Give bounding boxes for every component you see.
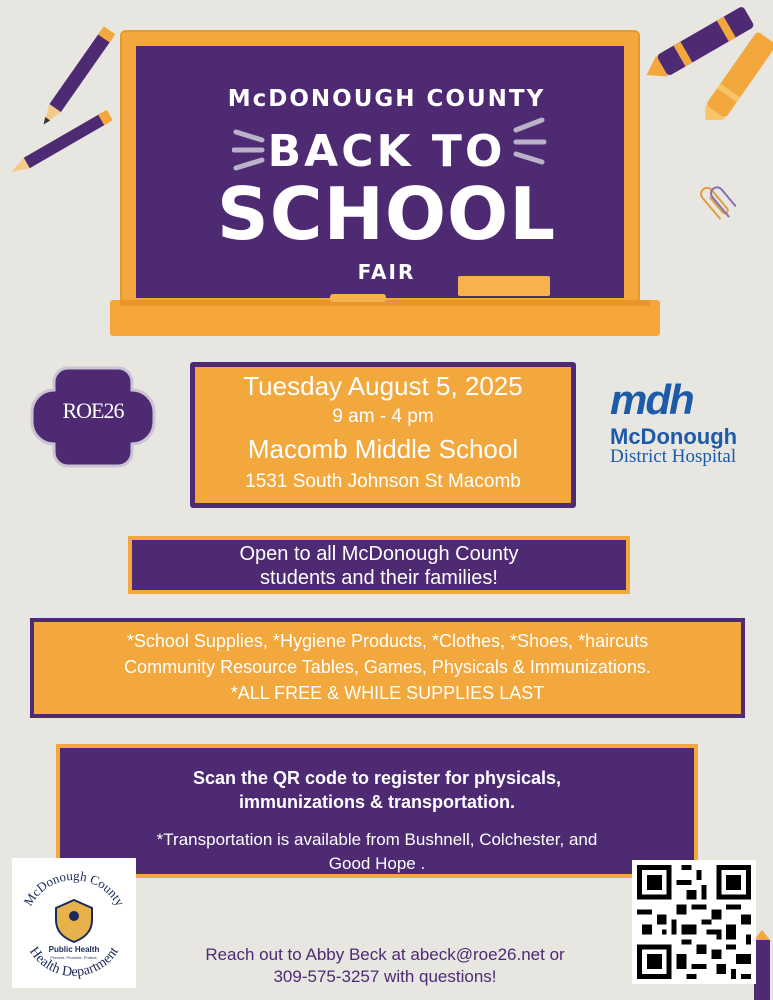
audience-line-1: Open to all McDonough County: [239, 543, 519, 565]
event-date: Tuesday August 5, 2025: [243, 371, 523, 401]
board-back-to-heading: BACK TO: [267, 126, 506, 177]
transportation-note: [60, 828, 694, 876]
mdh-logo-subtitle: District Hospital: [610, 446, 737, 467]
contact-info: [150, 944, 620, 988]
roe-logo-text: ROE26: [62, 398, 124, 423]
audience-box: [128, 536, 630, 594]
registration-box: [56, 744, 698, 878]
sparkle-left-icon: [232, 126, 272, 172]
mdh-logo-name: McDonough: [610, 424, 738, 449]
transportation-note-line-2: Good Hope .: [328, 854, 426, 873]
contact-line-1: Reach out to Abby Beck at abeck@roe26.net or: [205, 945, 565, 964]
registration-line-2: immunizations & transportation.: [238, 792, 515, 812]
health-dept-center-text: Public Health: [48, 945, 100, 954]
sparkle-right-icon: [508, 116, 548, 166]
event-info-box: [190, 362, 576, 508]
event-time: 9 am - 4 pm: [332, 406, 434, 427]
health-department-logo: [12, 858, 136, 988]
health-dept-tagline: Prevent. Promote. Protect.: [50, 955, 98, 960]
health-dept-top-text: McDonough County: [20, 867, 128, 909]
board-school-heading: SCHOOL: [216, 172, 557, 256]
offerings-box: [30, 618, 745, 718]
health-dept-bottom-text: Health Department: [25, 944, 122, 981]
board-county-heading: McDONOUGH COUNTY: [227, 86, 546, 112]
mdh-logo-mark: mdh: [610, 376, 693, 423]
qr-code-icon[interactable]: [632, 860, 756, 984]
chalk-piece: [330, 294, 386, 302]
offerings-line-2: Community Resource Tables, Games, Physicals & Immunizations.: [124, 657, 651, 677]
offerings-line-3: *ALL FREE & WHILE SUPPLIES LAST: [230, 683, 545, 703]
offerings-line-1: *School Supplies, *Hygiene Products, *Clothes, *Shoes, *haircuts: [126, 631, 649, 651]
chalk-eraser: [458, 276, 550, 296]
board-fair-heading: FAIR: [357, 260, 416, 284]
transportation-note-line-1: *Transportation is available from Bushnell, Colchester, and: [156, 830, 598, 849]
audience-line-2: students and their families!: [260, 567, 498, 589]
registration-line-1: Scan the QR code to register for physicals,: [192, 768, 562, 788]
contact-line-2: 309-575-3257 with questions!: [273, 967, 497, 986]
registration-instructions: [60, 766, 694, 814]
event-address: 1531 South Johnson St Macomb: [245, 471, 521, 492]
event-venue: Macomb Middle School: [247, 434, 519, 464]
